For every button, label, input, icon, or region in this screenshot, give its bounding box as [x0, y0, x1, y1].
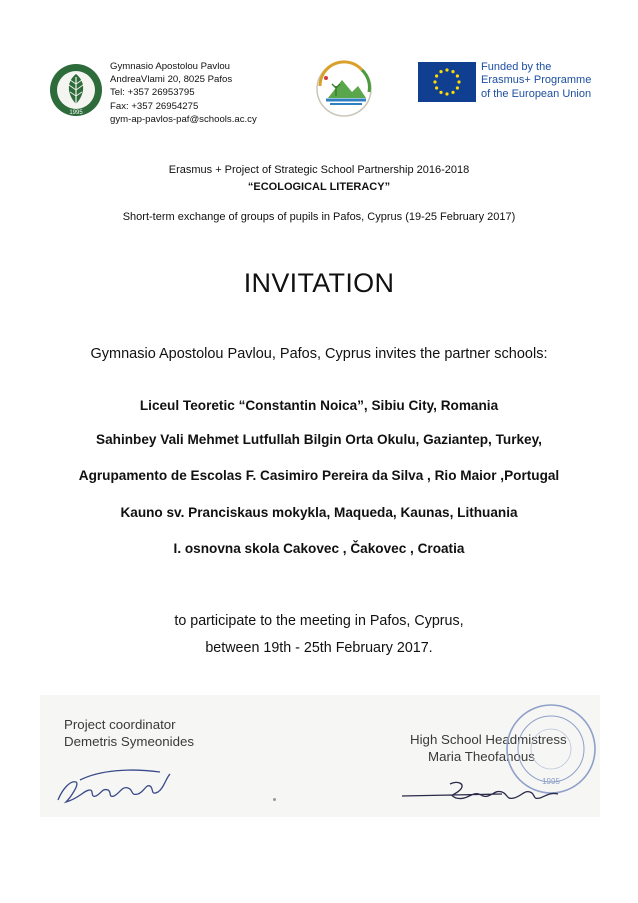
- partner-school-lithuania: Kauno sv. Pranciskaus mokykla, Maqueda, Kaunas, Lithuania: [120, 505, 518, 520]
- coordinator-block: [64, 717, 194, 751]
- exchange-line: Short-term exchange of groups of pupils in Pafos, Cyprus (19-25 February 2017): [122, 211, 516, 223]
- eu-funding-text: [481, 61, 591, 101]
- seal-year: 1995: [69, 110, 83, 116]
- stray-mark: [273, 798, 276, 801]
- school-email: gym-ap-pavlos-paf@schools.ac.cy: [110, 113, 257, 125]
- eu-line-2: Erasmus+ Programme: [481, 74, 592, 87]
- closing-line-1: to participate to the meeting in Pafos, Cyprus,: [174, 613, 464, 629]
- school-fax: Fax: +357 26954275: [110, 100, 199, 112]
- project-title: “ECOLOGICAL LITERACY”: [247, 181, 391, 193]
- headmistress-role: High School Headmistress: [410, 732, 567, 747]
- stamp-year: 1995: [542, 777, 560, 786]
- headmistress-name: Maria Theofanous: [428, 749, 535, 764]
- invitation-heading: INVITATION: [243, 268, 395, 298]
- eu-line-3: of the European Union: [481, 87, 592, 100]
- school-seal-logo: [48, 62, 104, 118]
- school-contact-block: [110, 60, 257, 126]
- coordinator-signature: [50, 760, 185, 808]
- eu-stars-icon: [418, 62, 476, 102]
- headmistress-signature: [398, 774, 573, 806]
- invites-line: Gymnasio Apostolou Pavlou, Pafos, Cyprus invites the partner schools:: [90, 346, 548, 362]
- eu-line-1: Funded by the: [481, 61, 552, 73]
- coordinator-role: Project coordinator: [64, 717, 176, 732]
- partner-school-turkey: Sahinbey Vali Mehmet Lutfullah Bilgin Orta Okulu, Gaziantep, Turkey,: [96, 432, 542, 447]
- closing-line-2: between 19th - 25th February 2017.: [205, 640, 433, 656]
- school-name: Gymnasio Apostolou Pavlou: [110, 61, 230, 72]
- eu-flag-icon: [418, 62, 476, 102]
- project-line: Erasmus + Project of Strategic School Partnership 2016-2018: [168, 164, 470, 176]
- partner-school-portugal: Agrupamento de Escolas F. Casimiro Pereira da Silva , Rio Maior ,Portugal: [78, 468, 560, 483]
- school-tel: Tel: +357 26953795: [110, 87, 195, 99]
- project-logo: [312, 58, 376, 120]
- coordinator-name: Demetris Symeonides: [64, 733, 195, 749]
- school-address: AndreaVlami 20, 8025 Pafos: [110, 74, 233, 86]
- partner-school-romania: Liceul Teoretic “Constantin Noica”, Sibiu City, Romania: [139, 398, 499, 413]
- partner-school-croatia: I. osnovna skola Cakovec , Čakovec , Croatia: [173, 541, 465, 556]
